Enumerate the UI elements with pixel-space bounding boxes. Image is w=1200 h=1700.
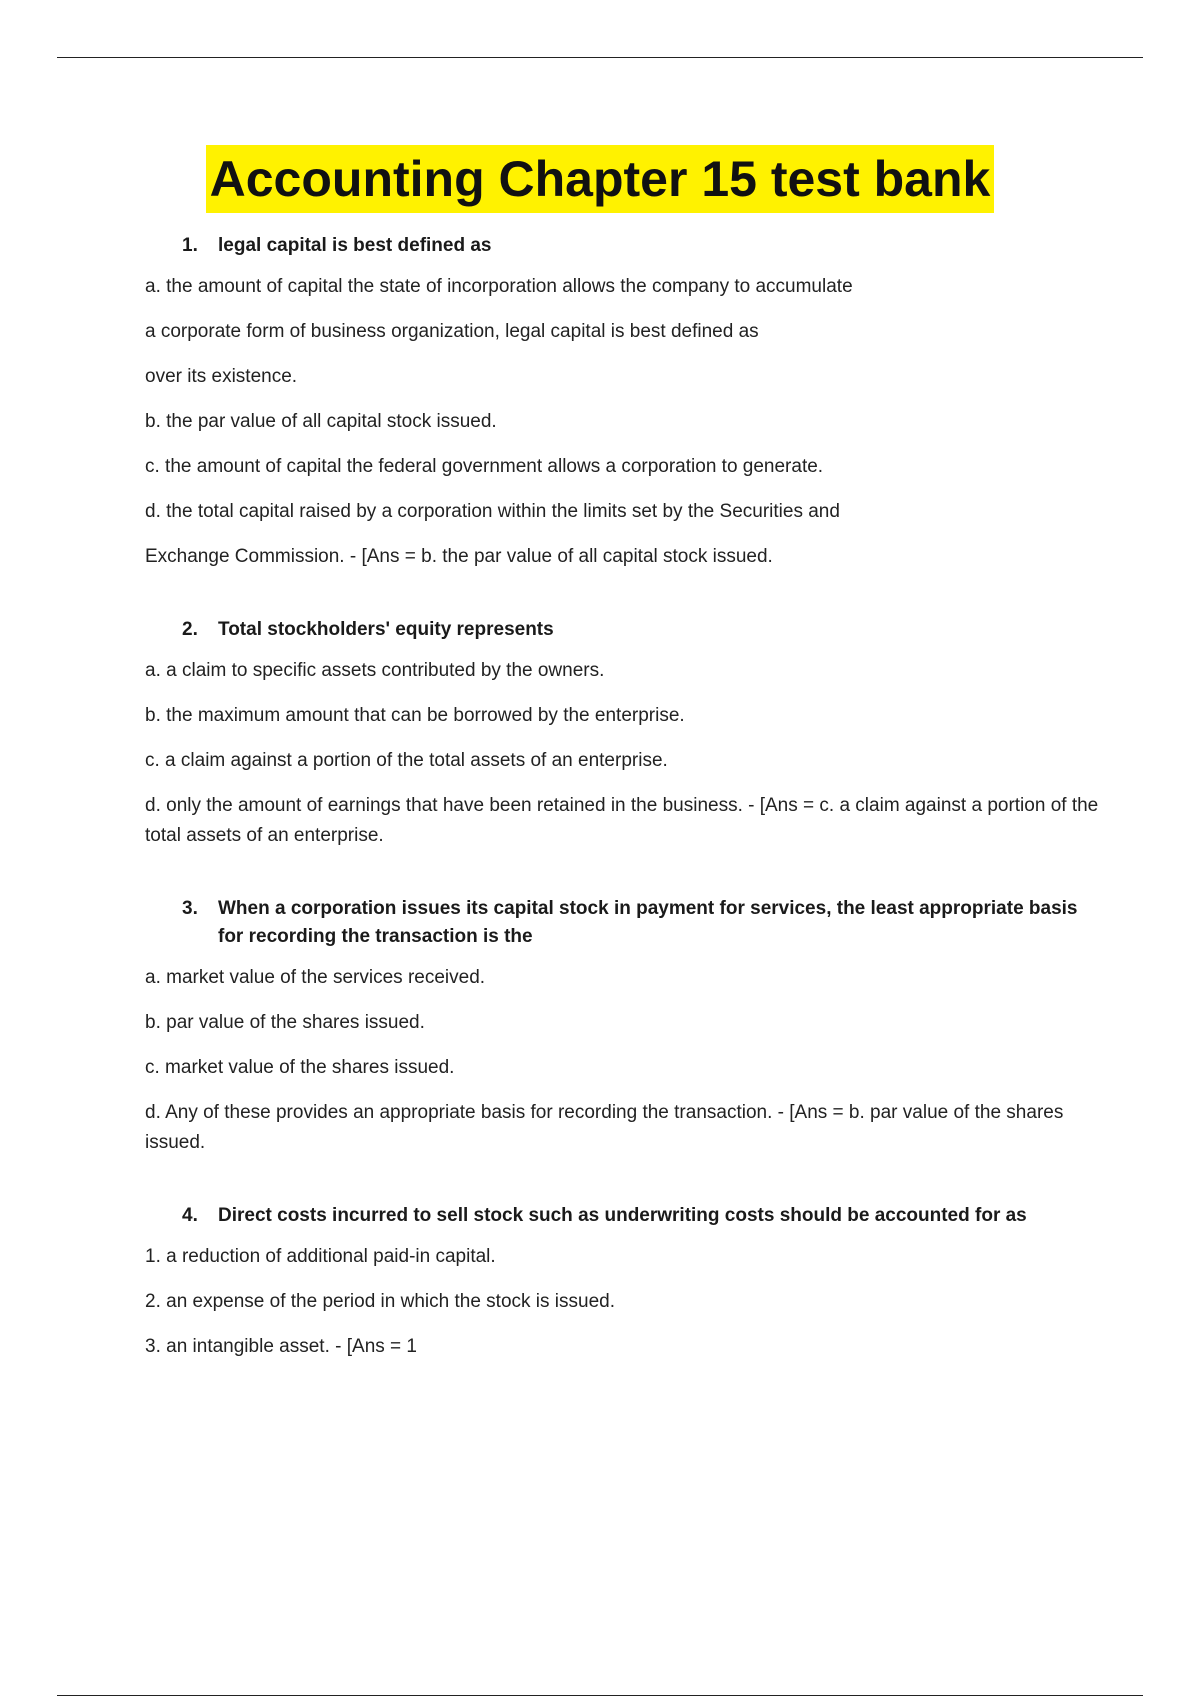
answer-line: Exchange Commission. - [Ans = b. the par value of all capital stock issued. [145, 546, 773, 567]
question-number: 4. [182, 1205, 198, 1226]
answer-line: 3. an intangible asset. - [Ans = 1 [145, 1336, 417, 1357]
question-4 [145, 1202, 1105, 1362]
question-heading [182, 232, 1105, 260]
answer-line: 1. a reduction of additional paid-in capital. [145, 1246, 496, 1267]
question-list [145, 232, 1105, 1406]
question-prompt: Total stockholders' equity represents [218, 619, 554, 640]
bottom-rule [57, 1695, 1143, 1696]
question-number: 3. [182, 898, 198, 919]
question-1 [145, 232, 1105, 572]
question-3 [145, 895, 1105, 1158]
document-title: Accounting Chapter 15 test bank [206, 145, 995, 213]
answer-line: over its existence. [145, 366, 298, 387]
question-heading [182, 616, 1105, 644]
answer-line: b. the par value of all capital stock issued. [145, 411, 497, 432]
answer-line: c. market value of the shares issued. [145, 1057, 455, 1078]
question-2 [145, 616, 1105, 851]
answer-line: a corporate form of business organization, legal capital is best defined as [145, 321, 759, 342]
question-prompt: legal capital is best defined as [218, 235, 492, 256]
answer-line: a. market value of the services received. [145, 967, 486, 988]
answer-line: d. the total capital raised by a corporation within the limits set by the Securities and [145, 501, 840, 522]
question-number: 2. [182, 619, 198, 640]
question-number: 1. [182, 235, 198, 256]
title-block [0, 145, 1200, 213]
question-prompt: Direct costs incurred to sell stock such as underwriting costs should be accounted for as [218, 1205, 1027, 1226]
answer-line: c. a claim against a portion of the total assets of an enterprise. [145, 750, 668, 771]
question-heading [182, 895, 1105, 951]
answer-line: b. par value of the shares issued. [145, 1012, 425, 1033]
question-heading [182, 1202, 1105, 1230]
answer-line: b. the maximum amount that can be borrowed by the enterprise. [145, 705, 685, 726]
answer-line: a. a claim to specific assets contributed by the owners. [145, 660, 605, 681]
answer-line: d. only the amount of earnings that have been retained in the business. - [Ans = c. a claim against a portion of the total assets of an enterprise. [145, 795, 1099, 846]
answer-line: a. the amount of capital the state of incorporation allows the company to accumulate [145, 276, 853, 297]
question-prompt: When a corporation issues its capital stock in payment for services, the least appropriate basis for recording the transaction is the [218, 898, 1078, 947]
top-rule [57, 57, 1143, 58]
answer-line: 2. an expense of the period in which the stock is issued. [145, 1291, 615, 1312]
answer-line: c. the amount of capital the federal government allows a corporation to generate. [145, 456, 824, 477]
answer-line: d. Any of these provides an appropriate basis for recording the transaction. - [Ans = b. par value of the shares issued. [145, 1102, 1064, 1153]
